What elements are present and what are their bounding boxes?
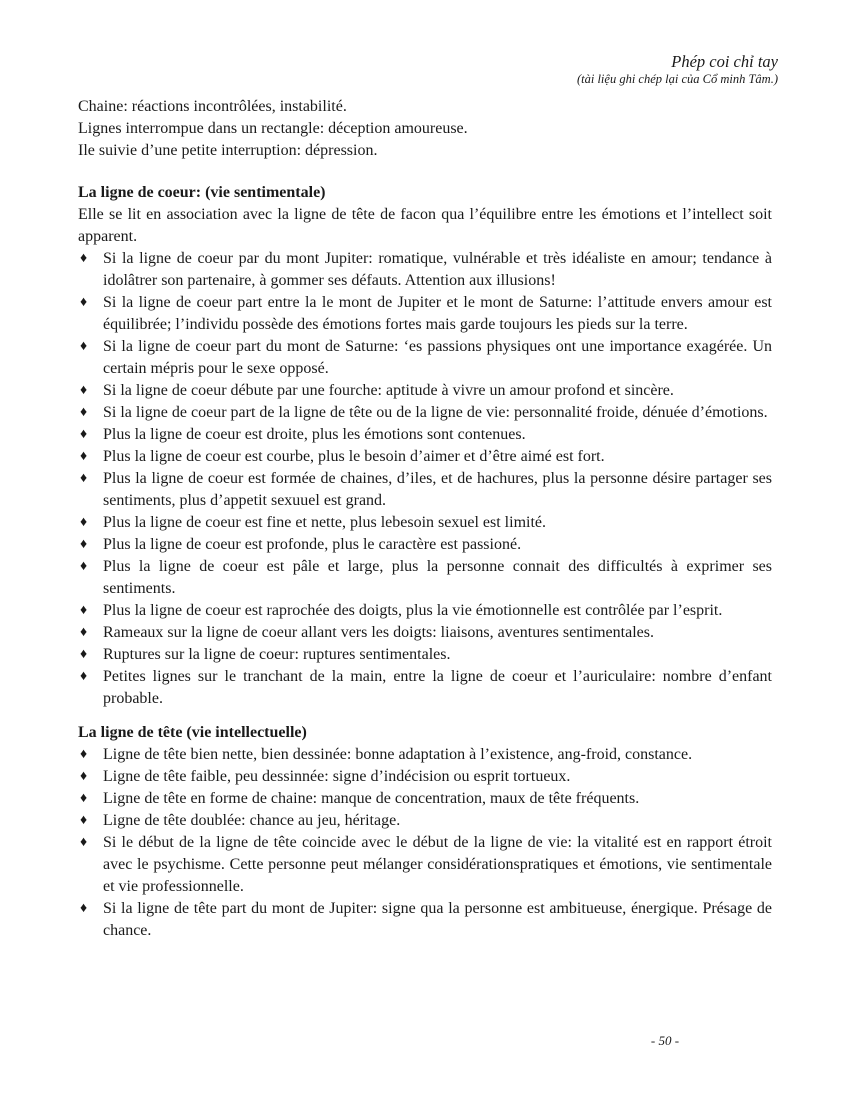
list-item [78, 468, 772, 512]
section-heading-heart-line: La ligne de coeur: (vie sentimentale) [78, 184, 326, 201]
diamond-bullet-icon: ♦ [80, 449, 88, 464]
document-title: Phép coi chỉ tay [671, 52, 778, 71]
list-item [78, 600, 772, 622]
bullet-text: Plus la ligne de coeur est droite, plus les émotions sont contenues. [103, 426, 526, 443]
bullet-text: Ruptures sur la ligne de coeur: ruptures sentimentales. [103, 646, 451, 663]
bullet-text: Plus la ligne de coeur est formée de chaines, d’iles, et de hachures, plus la personne désire partager ses sentiments, plus d’appetit sexuuel est grand. [103, 470, 772, 509]
diamond-bullet-icon: ♦ [80, 669, 88, 684]
bullet-text: Si la ligne de coeur part entre la le mont de Jupiter et le mont de Saturne: l’attitude envers amour est équilibrée; l’individu possède des émotions fortes mais garde toujours les pieds sur la terre. [103, 294, 772, 333]
diamond-bullet-icon: ♦ [80, 559, 88, 574]
bullet-text: Plus la ligne de coeur est pâle et large, plus la personne connait des difficultés à exprimer ses sentiments. [103, 558, 772, 597]
diamond-bullet-icon: ♦ [80, 835, 88, 850]
list-item [78, 666, 772, 710]
list-item [78, 644, 772, 666]
diamond-bullet-icon: ♦ [80, 471, 88, 486]
list-item [78, 744, 772, 766]
diamond-bullet-icon: ♦ [80, 295, 88, 310]
bullet-text: Petites lignes sur le tranchant de la main, entre la ligne de coeur et l’auriculaire: nombre d’enfant probable. [103, 668, 772, 707]
diamond-bullet-icon: ♦ [80, 427, 88, 442]
intro-line: Ile suivie d’une petite interruption: dépression. [78, 142, 378, 159]
diamond-bullet-icon: ♦ [80, 603, 88, 618]
list-item [78, 446, 772, 468]
list-item [78, 534, 772, 556]
diamond-bullet-icon: ♦ [80, 405, 88, 420]
list-item [78, 788, 772, 810]
intro-line: Chaine: réactions incontrôlées, instabilité. [78, 98, 347, 115]
head-line-bullet-list [78, 744, 772, 942]
page-body [78, 96, 772, 942]
bullet-text: Ligne de tête en forme de chaine: manque de concentration, maux de tête fréquents. [103, 790, 640, 807]
bullet-text: Rameaux sur la ligne de coeur allant vers les doigts: liaisons, aventures sentimentales. [103, 624, 654, 641]
bullet-text: Ligne de tête bien nette, bien dessinée: bonne adaptation à l’existence, ang-froid, constance. [103, 746, 693, 763]
diamond-bullet-icon: ♦ [80, 647, 88, 662]
list-item [78, 248, 772, 292]
diamond-bullet-icon: ♦ [80, 339, 88, 354]
bullet-text: Si la ligne de coeur débute par une fourche: aptitude à vivre un amour profond et sincère. [103, 382, 674, 399]
bullet-text: Si la ligne de coeur part de la ligne de tête ou de la ligne de vie: personnalité froide, dénuée d’émotions. [103, 404, 768, 421]
bullet-text: Plus la ligne de coeur est raprochée des doigts, plus la vie émotionnelle est contrôlée par l’esprit. [103, 602, 723, 619]
list-item [78, 556, 772, 600]
diamond-bullet-icon: ♦ [80, 515, 88, 530]
document-subtitle: (tài liệu ghi chép lại của Cổ minh Tâm.) [576, 72, 778, 86]
section-intro-paragraph: Elle se lit en association avec la ligne de tête de facon qua l’équilibre entre les émotions et l’intellect soit apparent. [78, 206, 772, 245]
bullet-text: Si le début de la ligne de tête coincide avec le début de la ligne de vie: la vitalité est en rapport étroit avec le psychisme. Cette personne peut mélanger considérationspratiques et émotions, vie sentimentale et vie professionnelle. [103, 834, 772, 895]
list-item [78, 512, 772, 534]
intro-line: Lignes interrompue dans un rectangle: déception amoureuse. [78, 120, 468, 137]
bullet-text: Plus la ligne de coeur est profonde, plus le caractère est passioné. [103, 536, 522, 553]
diamond-bullet-icon: ♦ [80, 769, 88, 784]
bullet-text: Si la ligne de tête part du mont de Jupiter: signe qua la personne est ambitueuse, énergique. Présage de chance. [103, 900, 772, 939]
list-item [78, 292, 772, 336]
diamond-bullet-icon: ♦ [80, 901, 88, 916]
diamond-bullet-icon: ♦ [80, 251, 88, 266]
diamond-bullet-icon: ♦ [80, 747, 88, 762]
section-heading-head-line: La ligne de tête (vie intellectuelle) [78, 724, 307, 741]
page-number: - 50 - [650, 1033, 680, 1048]
list-item [78, 832, 772, 898]
diamond-bullet-icon: ♦ [80, 537, 88, 552]
list-item [78, 622, 772, 644]
list-item [78, 810, 772, 832]
list-item [78, 898, 772, 942]
list-item [78, 380, 772, 402]
diamond-bullet-icon: ♦ [80, 791, 88, 806]
bullet-text: Ligne de tête doublée: chance au jeu, héritage. [103, 812, 401, 829]
page-header [577, 52, 778, 87]
bullet-text: Ligne de tête faible, peu dessinnée: signe d’indécision ou esprit tortueux. [103, 768, 571, 785]
list-item [78, 424, 772, 446]
bullet-text: Si la ligne de coeur part du mont de Saturne: ‘es passions physiques ont une importance exagérée. Un certain mépris pour le sexe opposé. [103, 338, 772, 377]
list-item [78, 336, 772, 380]
bullet-text: Plus la ligne de coeur est courbe, plus le besoin d’aimer et d’être aimé est fort. [103, 448, 605, 465]
heart-line-bullet-list [78, 248, 772, 710]
bullet-text: Plus la ligne de coeur est fine et nette, plus lebesoin sexuel est limité. [103, 514, 546, 531]
diamond-bullet-icon: ♦ [80, 813, 88, 828]
diamond-bullet-icon: ♦ [80, 383, 88, 398]
diamond-bullet-icon: ♦ [80, 625, 88, 640]
bullet-text: Si la ligne de coeur par du mont Jupiter: romatique, vulnérable et très idéaliste en amour; tendance à idolâtrer son partenaire, à gommer ses défauts. Attention aux illusions! [103, 250, 772, 289]
list-item [78, 766, 772, 788]
list-item [78, 402, 772, 424]
